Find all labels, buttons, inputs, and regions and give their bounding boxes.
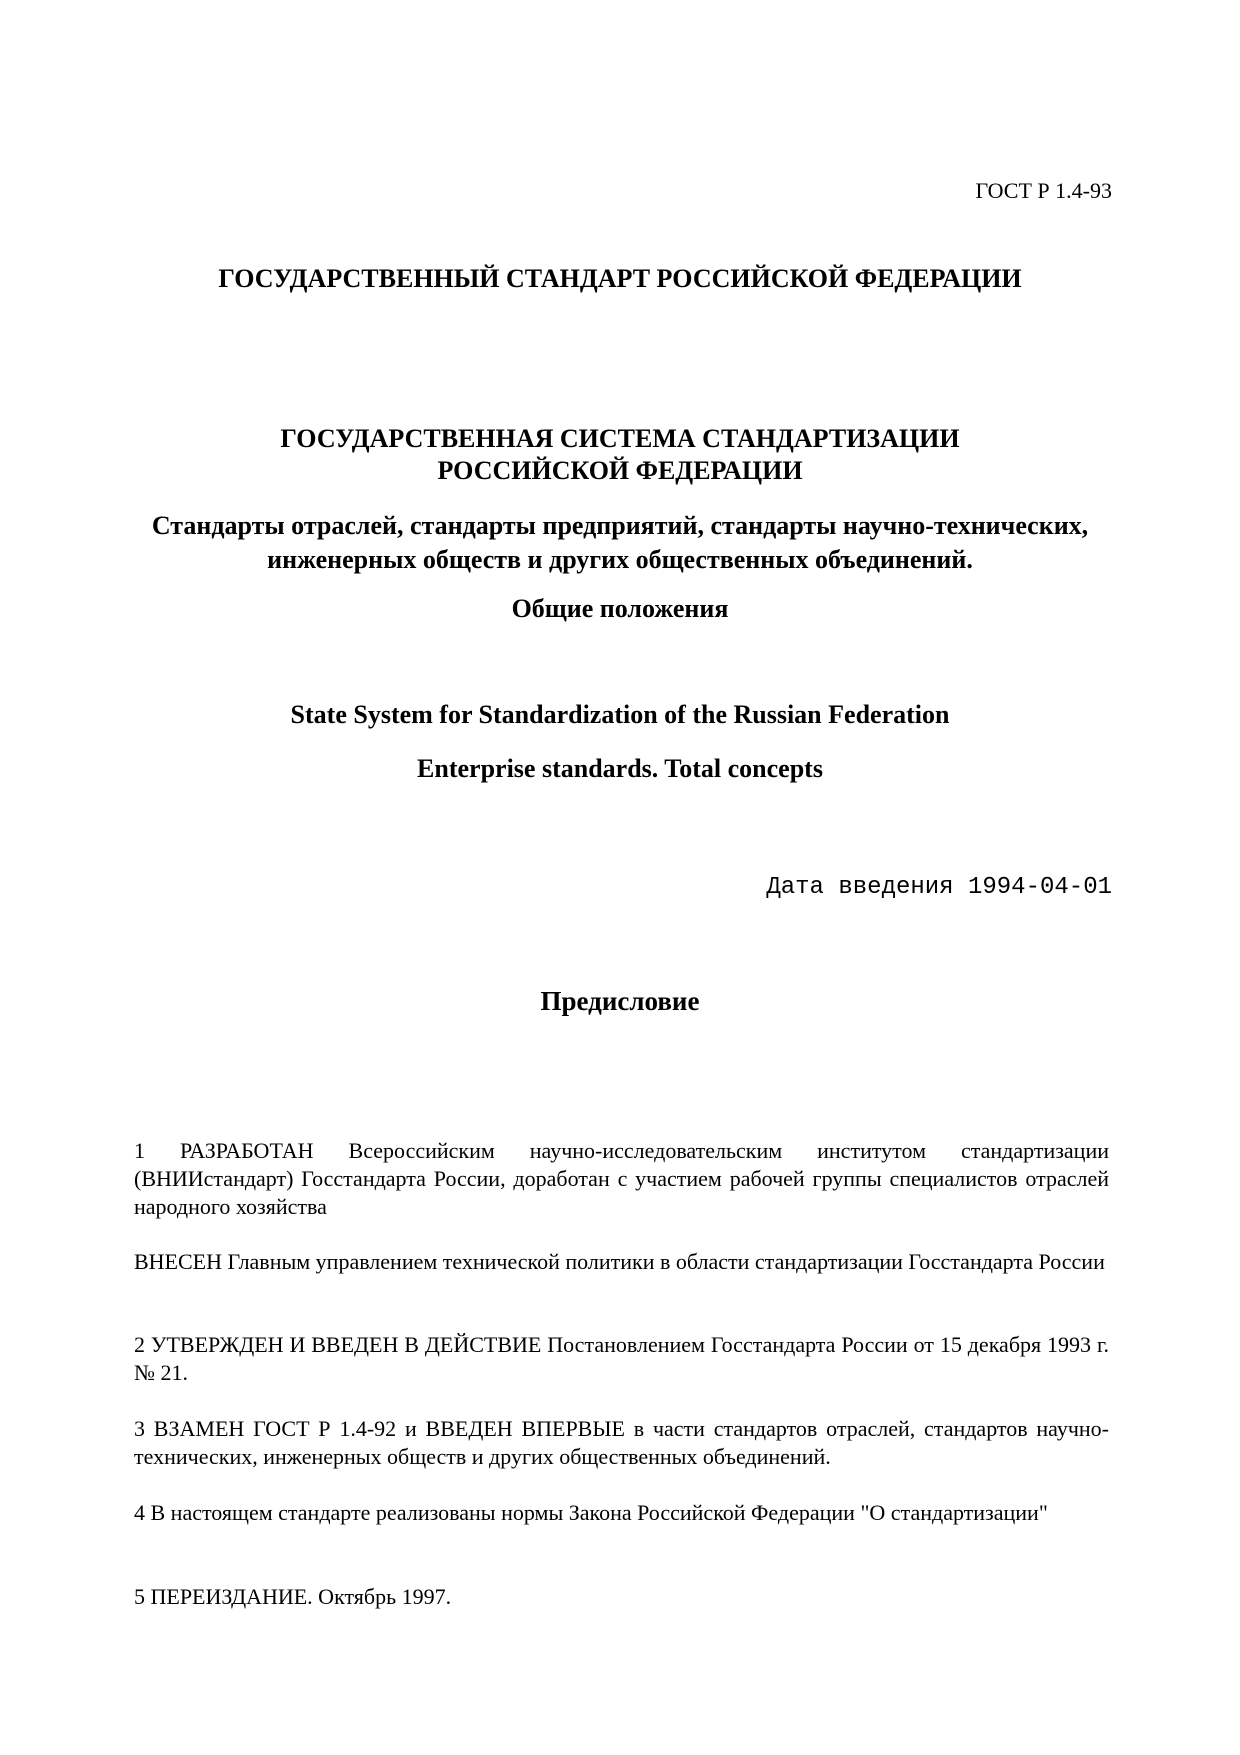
standard-code: ГОСТ Р 1.4-93 [975, 178, 1112, 203]
system-title-line-1: ГОСУДАРСТВЕННАЯ СИСТЕМА СТАНДАРТИЗАЦИИ [280, 424, 960, 453]
preface-paragraph: 4 В настоящем стандарте реализованы нормы Закона Российской Федерации "О стандартизации" [134, 1500, 1048, 1525]
preface-paragraph: ВНЕСЕН Главным управлением технической политики в области стандартизации Госстандарта России [134, 1249, 1105, 1274]
preface-paragraph: 1 РАЗРАБОТАН Всероссийским научно-исследовательским институтом стандартизации (ВНИИстандарт) Госстандарта России, доработан с участием рабочей группы специалистов отраслей народного хозяйства [134, 1138, 1109, 1219]
introduction-date: Дата введения 1994-04-01 [766, 874, 1112, 901]
english-system-title: State System for Standardization of the Russian Federation [290, 700, 950, 729]
document-subtitle: Стандарты отраслей, стандарты предприятий, стандарты научно-технических, инженерных обществ и других общественных объединений. [151, 511, 1089, 574]
english-document-title: Enterprise standards. Total concepts [417, 754, 823, 783]
preface-paragraph: 3 ВЗАМЕН ГОСТ Р 1.4-92 и ВВЕДЕН ВПЕРВЫЕ в части стандартов отраслей, стандартов научно-технических, инженерных обществ и других общественных объединений. [134, 1416, 1109, 1469]
general-provisions-heading: Общие положения [511, 594, 729, 623]
preface-paragraph: 5 ПЕРЕИЗДАНИЕ. Октябрь 1997. [134, 1584, 452, 1609]
system-title-line-2: РОССИЙСКОЙ ФЕДЕРАЦИИ [437, 456, 803, 485]
preface-heading: Предисловие [540, 986, 700, 1016]
system-title [130, 423, 1110, 487]
state-standard-heading: ГОСУДАРСТВЕННЫЙ СТАНДАРТ РОССИЙСКОЙ ФЕДЕРАЦИИ [218, 264, 1022, 293]
preface-paragraph: 2 УТВЕРЖДЕН И ВВЕДЕН В ДЕЙСТВИЕ Постановлением Госстандарта России от 15 декабря 1993 г. № 21. [134, 1332, 1109, 1385]
